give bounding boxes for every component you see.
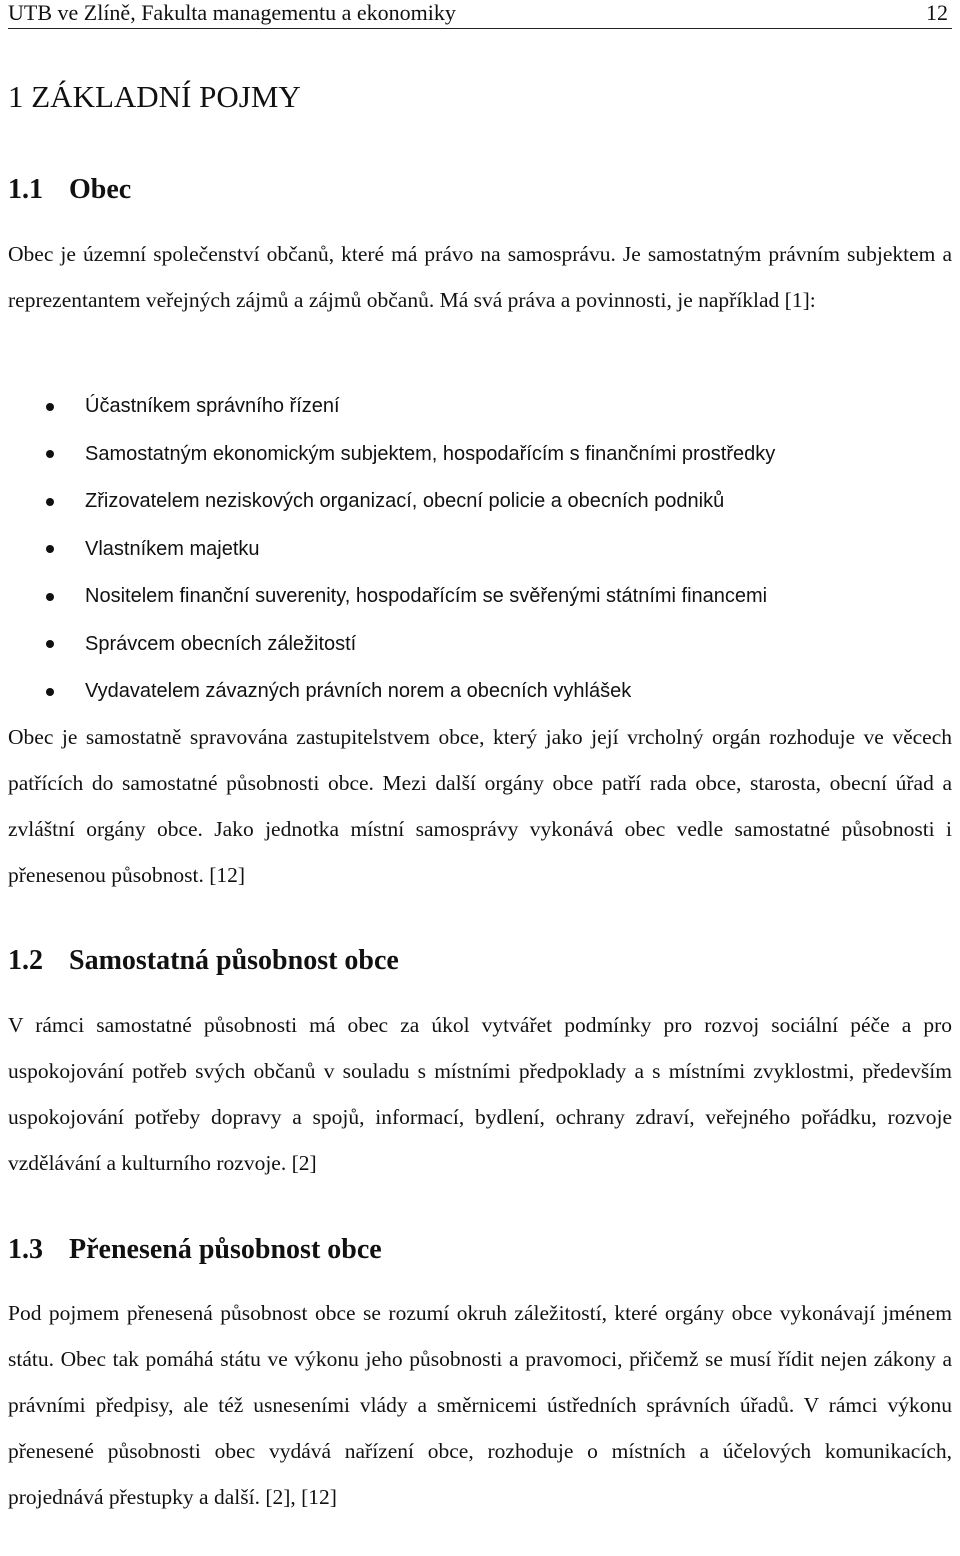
bullet-icon xyxy=(46,403,54,411)
section-number: 1.1 xyxy=(8,174,43,205)
page-header xyxy=(8,0,952,29)
list-item-text: Vydavatelem závazných právních norem a obecních vyhlášek xyxy=(85,680,632,702)
section-heading-samostatna xyxy=(8,943,399,979)
section-title: Přenesená působnost obce xyxy=(69,1234,382,1265)
bullet-icon xyxy=(46,593,54,601)
section-number: 1.2 xyxy=(8,945,43,976)
list-item xyxy=(8,621,952,669)
bullet-icon xyxy=(46,640,54,648)
bullet-icon xyxy=(46,498,54,506)
outro-paragraph: Obec je samostatně spravována zastupitelstvem obce, který jako její vrcholný orgán rozhoduje ve věcech patřících do samostatné působnosti obce. Mezi další orgány obce patří rada obce, starosta, obecní úřad a zvláštní orgány obce. Jako jednotka místní samosprávy vykonává obec vedle samostatné působnosti i přenesenou působnost. [12] xyxy=(8,725,952,887)
list-item xyxy=(8,478,952,526)
list-item xyxy=(8,526,952,574)
list-item xyxy=(8,573,952,621)
page-number: 12 xyxy=(926,0,948,25)
list-item-text: Zřizovatelem neziskových organizací, obecní policie a obecních podniků xyxy=(85,490,725,512)
section-heading-prenesena xyxy=(8,1232,382,1268)
intro-paragraph: Obec je územní společenství občanů, které má právo na samosprávu. Je samostatným právním subjektem a reprezentantem veřejných zájmů a zájmů občanů. Má svá práva a povinnosti, je například [1]: xyxy=(8,242,952,312)
section-title: Samostatná působnost obce xyxy=(69,945,399,976)
list-item xyxy=(8,431,952,479)
list-item-text: Vlastníkem majetku xyxy=(85,537,260,560)
bullet-icon xyxy=(46,450,54,458)
samostatna-paragraph: V rámci samostatné působnosti má obec za úkol vytvářet podmínky pro rozvoj sociální péče a pro uspokojování potřeb svých občanů v souladu s místními předpoklady a s místními zvyklostmi, především uspokojování potřeby dopravy a spojů, informací, bydlení, ochrany zdraví, veřejného pořádku, rozvoje vzdělávání a kulturního rozvoje. [2] xyxy=(8,1013,952,1175)
section-title: Obec xyxy=(69,174,132,205)
list-item-text: Účastníkem správního řízení xyxy=(85,395,340,417)
list-item-text: Nositelem finanční suverenity, hospodařícím se svěřenými státními financemi xyxy=(85,585,768,607)
list-item-text: Samostatným ekonomickým subjektem, hospodařícím s finančními prostředky xyxy=(85,442,776,465)
chapter-title: 1 ZÁKLADNÍ POJMY xyxy=(8,79,301,114)
section-number: 1.3 xyxy=(8,1234,43,1265)
list-item xyxy=(8,383,952,431)
list-item xyxy=(8,668,952,716)
section-heading-obec xyxy=(8,172,131,208)
bullet-list xyxy=(8,383,952,716)
list-item-text: Správcem obecních záležitostí xyxy=(85,632,357,655)
bullet-icon xyxy=(46,688,54,696)
header-title: UTB ve Zlíně, Fakulta managementu a ekonomiky xyxy=(8,0,456,25)
bullet-icon xyxy=(46,545,54,553)
prenesena-paragraph: Pod pojmem přenesená působnost obce se rozumí okruh záležitostí, které orgány obce vykonávají jménem státu. Obec tak pomáhá státu ve výkonu jeho působnosti a pravomoci, přičemž se musí řídit nejen zákony a právními předpisy, ale též usneseními vlády a směrnicemi ústředních správních úřadů. V rámci výkonu přenesené působnosti obec vydává nařízení obce, rozhoduje o místních a účelových komunikacích, projednává přestupky a další. [2], [12] xyxy=(8,1301,952,1509)
